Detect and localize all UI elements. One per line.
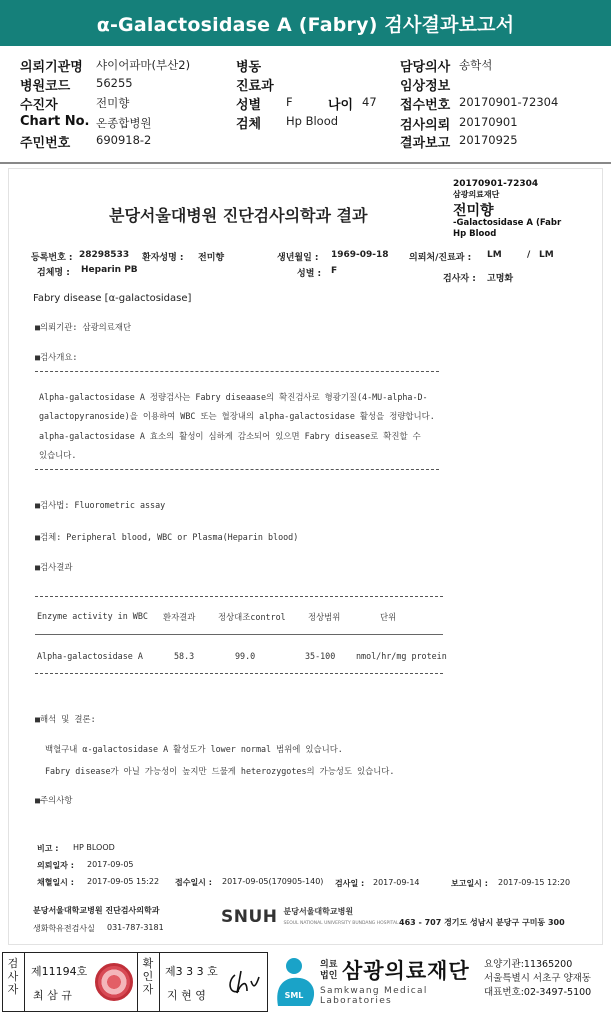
tester-label: 검사자 : [443, 274, 476, 284]
report-title: α-Galactosidase A (Fabry) 검사결과보고서 [96, 13, 515, 36]
interp-line: 백혈구내 α-galactosidase A 활성도가 lower normal 범위에 있습니다. [45, 744, 343, 754]
overview-label: ■검사개요: [35, 352, 78, 362]
req-date-value: 2017-09-05 [87, 860, 134, 869]
receipt-value: 2017-09-05(170905-140) [222, 877, 324, 886]
ward-label: 병동 [236, 60, 262, 75]
method-line: ■검사법: Fluorometric assay [35, 500, 166, 510]
dept-value-report-2: LM [539, 250, 554, 260]
overview-line: galactopyranoside)을 이용하여 WBC 또는 혈장내의 alpha-galactosidase 활성을 정량합니다. [39, 411, 435, 421]
specimen-name-value: Heparin PB [81, 265, 138, 275]
code-label: 병원코드 [20, 79, 71, 94]
interp-line: Fabry disease가 아닐 가능성이 높지만 드물게 heterozygotes의 가능성도 있습니다. [45, 766, 395, 776]
sex-value: F [286, 95, 293, 109]
tester-value: 고명화 [487, 274, 514, 284]
corp-line: 의료 [320, 960, 338, 970]
report-heading: 분당서울대병원 진단검사의학과 결과 [109, 206, 368, 225]
snuh-logo-mark: SNUH [221, 907, 278, 927]
sticker-test: -Galactosidase A (Fabr [453, 218, 562, 228]
remark-label: 비고 : [37, 844, 59, 853]
check-label-char: 검 [7, 957, 19, 970]
overview-line: alpha-galactosidase A 효소의 활성이 심하게 감소되어 있으면 Fabry disease로 확진할 수 [39, 431, 421, 441]
checker-name: 최 삼 규 [33, 989, 72, 1002]
confirm-label-char: 확 [142, 957, 154, 970]
overview-rule-top [35, 371, 439, 372]
specimen-value: Hp Blood [286, 114, 339, 128]
receiver-value: 전미향 [96, 96, 130, 110]
receipt-label: 접수일시 : [175, 878, 212, 887]
org-info-line: 서울특별시 서초구 양재동 [484, 973, 591, 984]
patient-value: 전미향 [198, 253, 225, 263]
specimen-line: ■검체: Peripheral blood, WBC or Plasma(Heparin blood) [35, 532, 299, 542]
age-label: 나이 [328, 98, 354, 113]
table-cell: Alpha-galactosidase A [37, 651, 143, 661]
collect-label: 채혈일시 : [37, 878, 74, 887]
remark-value: HP BLOOD [73, 843, 115, 852]
test-date-label: 검사일 : [335, 879, 365, 888]
table-header: 정상대조control [218, 612, 286, 622]
org-info-line: 요양기관:11365200 [484, 959, 573, 970]
official-seal [95, 963, 133, 1001]
clinical-label: 임상정보 [400, 79, 451, 94]
snuh-english: SEOUL NATIONAL UNIVERSITY BUNDANG HOSPITAL [283, 921, 399, 926]
chart-value: 온종합병원 [96, 116, 152, 130]
dept-value-report: LM [487, 250, 502, 260]
notes-label: ■주의사항 [35, 795, 73, 805]
age-value: 47 [362, 95, 377, 109]
interp-label: ■해석 및 결론: [35, 714, 96, 724]
client-line: ■의뢰기관: 삼광의료재단 [35, 322, 132, 332]
receiver-label: 수진자 [20, 98, 58, 113]
org-english-name: Samkwang Medical Laboratories [320, 986, 428, 1006]
chart-label: Chart No. [20, 114, 90, 129]
test-date-value: 2017-09-14 [373, 878, 420, 887]
dept-label: 진료과 [236, 79, 274, 94]
hospital-value: 샤이어파마(부산2) [96, 58, 191, 72]
table-rule-bottom [35, 673, 443, 674]
specimen-name-label: 검체명 : [37, 268, 70, 278]
specimen-label: 검체 [236, 117, 262, 132]
code-value: 56255 [96, 76, 133, 90]
check-label-char: 자 [7, 983, 19, 996]
report-value: 20170925 [459, 133, 518, 147]
checker-license: 제11194호 [31, 965, 88, 978]
certification-footer [0, 948, 611, 1017]
accession-label: 접수번호 [400, 98, 451, 113]
org-name: 삼광의료재단 [342, 959, 470, 983]
request-label: 검사의뢰 [400, 118, 451, 133]
overview-line: 있습니다. [39, 450, 77, 460]
report-time-value: 2017-09-15 12:20 [498, 878, 571, 887]
sticker-name: 전미향 [453, 203, 494, 219]
resident-label: 주민번호 [20, 136, 71, 151]
signature-scribble [225, 967, 263, 999]
reg-value: 28298533 [79, 250, 130, 260]
footer-dept: 분당서울대학교병원 진단검사의학과 [33, 906, 160, 915]
dob-value: 1969-09-18 [331, 250, 389, 260]
table-cell-control: 99.0 [235, 651, 256, 661]
snuh-name: 분당서울대학교병원 [283, 907, 354, 917]
report-time-label: 보고일시 : [451, 879, 488, 888]
table-header: 환자결과 [163, 612, 196, 622]
result-label: ■검사결과 [35, 562, 73, 572]
confirmer-license: 제3 3 3 호 [165, 965, 218, 978]
sex-label: 성별 [236, 98, 262, 113]
table-rule-mid [35, 634, 443, 635]
report-title-bar [0, 0, 611, 46]
report-label: 결과보고 [400, 136, 451, 151]
sml-logo [272, 954, 322, 1010]
reg-label: 등록번호 : [31, 253, 73, 263]
hospital-address: 463 - 707 경기도 성남시 분당구 구미동 300 [399, 918, 565, 927]
sticker-number: 20170901-72304 [453, 179, 539, 189]
table-header: Enzyme activity in WBC [37, 611, 148, 621]
scanned-lab-report [8, 168, 603, 945]
doctor-label: 담당의사 [400, 60, 451, 75]
footer-phone: 031-787-3181 [107, 923, 164, 932]
patient-label: 환자성명 : [142, 253, 184, 263]
snuh-logo [221, 907, 399, 927]
patient-header [0, 48, 611, 164]
table-header: 단위 [380, 612, 397, 622]
hospital-label: 의뢰기관명 [20, 60, 83, 75]
dept-separator: / [527, 250, 531, 260]
disease-title: Fabry disease [α-galactosidase] [33, 293, 192, 304]
table-header: 정상범위 [308, 612, 341, 622]
confirm-label-char: 자 [142, 983, 154, 996]
sml-logo-text: SML [284, 991, 304, 1000]
table-cell-patient-result: 58.3 [174, 651, 195, 661]
specimen-label-sticker [445, 175, 595, 239]
org-info [484, 958, 591, 1000]
collect-value: 2017-09-05 15:22 [87, 877, 160, 886]
confirmer-name: 지 현 영 [167, 989, 206, 1002]
sex-label-report: 성별 : [297, 269, 322, 279]
overview-rule-bottom [35, 469, 439, 470]
check-label-char: 사 [7, 970, 19, 983]
table-cell-unit: nmol/hr/mg protein [356, 651, 447, 661]
sticker-specimen: Hp Blood [453, 229, 497, 239]
sex-value-report: F [331, 266, 338, 276]
confirm-label-char: 인 [142, 970, 154, 983]
sticker-org: 삼광의료재단 [453, 190, 500, 199]
signature-box [2, 952, 268, 1012]
overview-line: Alpha-galactosidase A 정량검사는 Fabry diseaase의 확진검사로 형광기질(4-MU-alpha-D- [39, 392, 428, 402]
doctor-value: 송학석 [459, 58, 493, 72]
accession-value: 20170901-72304 [459, 95, 559, 109]
req-date-label: 의뢰일자 : [37, 861, 74, 870]
table-cell-range: 35-100 [305, 651, 336, 661]
header-divider [0, 162, 611, 164]
footer-room: 생화학유전검사실 [33, 924, 95, 933]
resident-value: 690918-2 [96, 133, 152, 147]
dept-label-report: 의뢰처/진료과 : [409, 253, 472, 263]
dob-label: 생년월일 : [277, 253, 319, 263]
org-info-line: 대표번호:02-3497-5100 [484, 987, 592, 998]
table-rule-top [35, 596, 443, 597]
request-value: 20170901 [459, 115, 518, 129]
corp-line: 법인 [320, 971, 338, 981]
